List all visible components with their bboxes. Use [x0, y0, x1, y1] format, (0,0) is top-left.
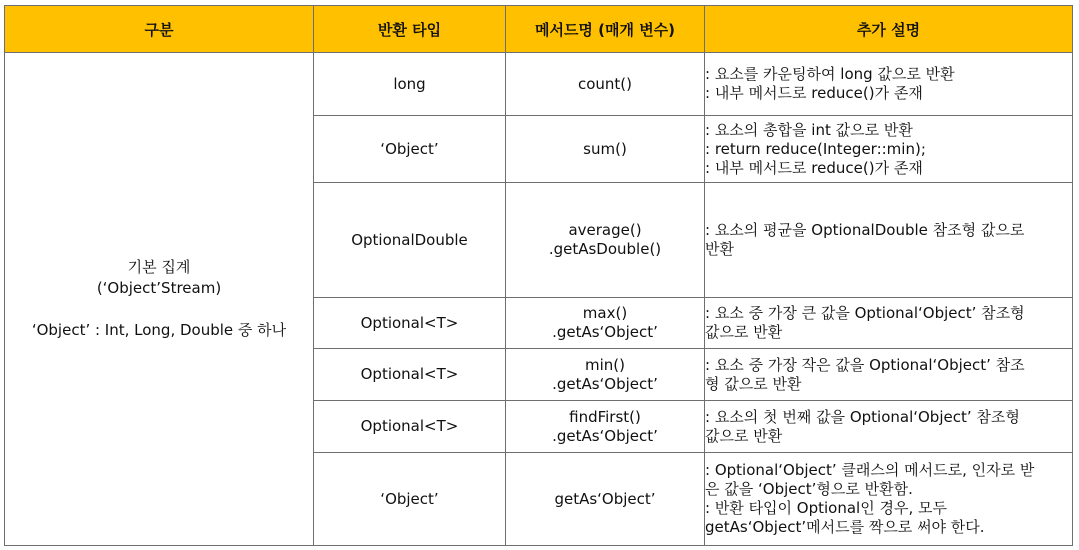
- return-type-cell: Optional<T>: [314, 349, 506, 401]
- description-line: : 요소의 총합을 int 값으로 반환: [705, 120, 913, 139]
- method-text: getAs‘Object’: [554, 489, 656, 508]
- description-line: 은 값을 ‘Object’형으로 반환함.: [705, 480, 913, 498]
- method-text: .getAs‘Object’: [552, 426, 658, 445]
- method-text: count(): [577, 74, 633, 93]
- category-title: 기본 집계: [127, 258, 191, 276]
- description-line: 값으로 반환: [705, 426, 783, 445]
- description-line: : Optional‘Object’ 클래스의 메서드로, 인자로 받: [705, 461, 1035, 479]
- method-cell: [506, 298, 705, 349]
- header-row: [5, 6, 1073, 53]
- method-text: sum(): [583, 139, 627, 158]
- method-cell: [506, 453, 705, 546]
- return-type-cell: OptionalDouble: [314, 183, 506, 298]
- method-text: max(): [582, 304, 628, 322]
- description-line: : 내부 메서드로 reduce()가 존재: [705, 158, 923, 177]
- return-type-cell: ‘Object’: [314, 116, 506, 183]
- header-return-type: 반환 타입: [314, 6, 506, 53]
- header-category: 구분: [5, 6, 314, 53]
- description-line: : 반환 타입이 Optional인 경우, 모두: [705, 499, 947, 517]
- description-cell: [705, 183, 1073, 298]
- method-cell: [506, 183, 705, 298]
- header-method-name: 메서드명 (매개 변수): [506, 6, 705, 53]
- header-description: 추가 설명: [705, 6, 1073, 53]
- description-cell: [705, 116, 1073, 183]
- return-type-cell: ‘Object’: [314, 453, 506, 546]
- description-line: : 요소 중 가장 작은 값을 Optional‘Object’ 참조: [705, 355, 1025, 374]
- return-type-cell: long: [314, 53, 506, 116]
- description-line: 값으로 반환: [705, 323, 783, 341]
- method-text: findFirst(): [569, 407, 641, 426]
- method-text: .getAs‘Object’: [552, 374, 658, 393]
- method-text: .getAsDouble(): [548, 240, 662, 258]
- method-text: .getAs‘Object’: [552, 323, 658, 341]
- description-line: : 요소를 카운팅하여 long 값으로 반환: [705, 65, 955, 83]
- description-cell: [705, 453, 1073, 546]
- description-cell: [705, 298, 1073, 349]
- description-line: 반환: [705, 240, 734, 258]
- category-subtitle: (‘Object’Stream): [96, 279, 222, 297]
- table-row: [5, 53, 1073, 116]
- method-text: average(): [568, 221, 642, 239]
- method-cell: [506, 53, 705, 116]
- description-cell: [705, 401, 1073, 453]
- return-type-cell: Optional<T>: [314, 298, 506, 349]
- method-cell: [506, 401, 705, 453]
- stream-aggregate-table: [4, 5, 1073, 546]
- method-cell: [506, 349, 705, 401]
- return-type-cell: Optional<T>: [314, 401, 506, 453]
- method-cell: [506, 116, 705, 183]
- description-line: getAs‘Object’메서드를 짝으로 써야 한다.: [705, 518, 985, 536]
- description-line: : return reduce(Integer::min);: [705, 139, 926, 158]
- method-text: min(): [585, 355, 625, 374]
- description-cell: [705, 349, 1073, 401]
- description-line: : 내부 메서드로 reduce()가 존재: [705, 84, 923, 102]
- description-line: : 요소 중 가장 큰 값을 Optional‘Object’ 참조형: [705, 304, 1025, 322]
- description-line: : 요소의 평균을 OptionalDouble 참조형 값으로: [705, 221, 1025, 239]
- category-cell: [5, 53, 314, 546]
- category-note: ‘Object’ : Int, Long, Double 중 하나: [31, 321, 287, 339]
- description-line: 형 값으로 반환: [705, 374, 802, 393]
- description-line: : 요소의 첫 번째 값을 Optional‘Object’ 참조형: [705, 407, 1020, 426]
- description-cell: [705, 53, 1073, 116]
